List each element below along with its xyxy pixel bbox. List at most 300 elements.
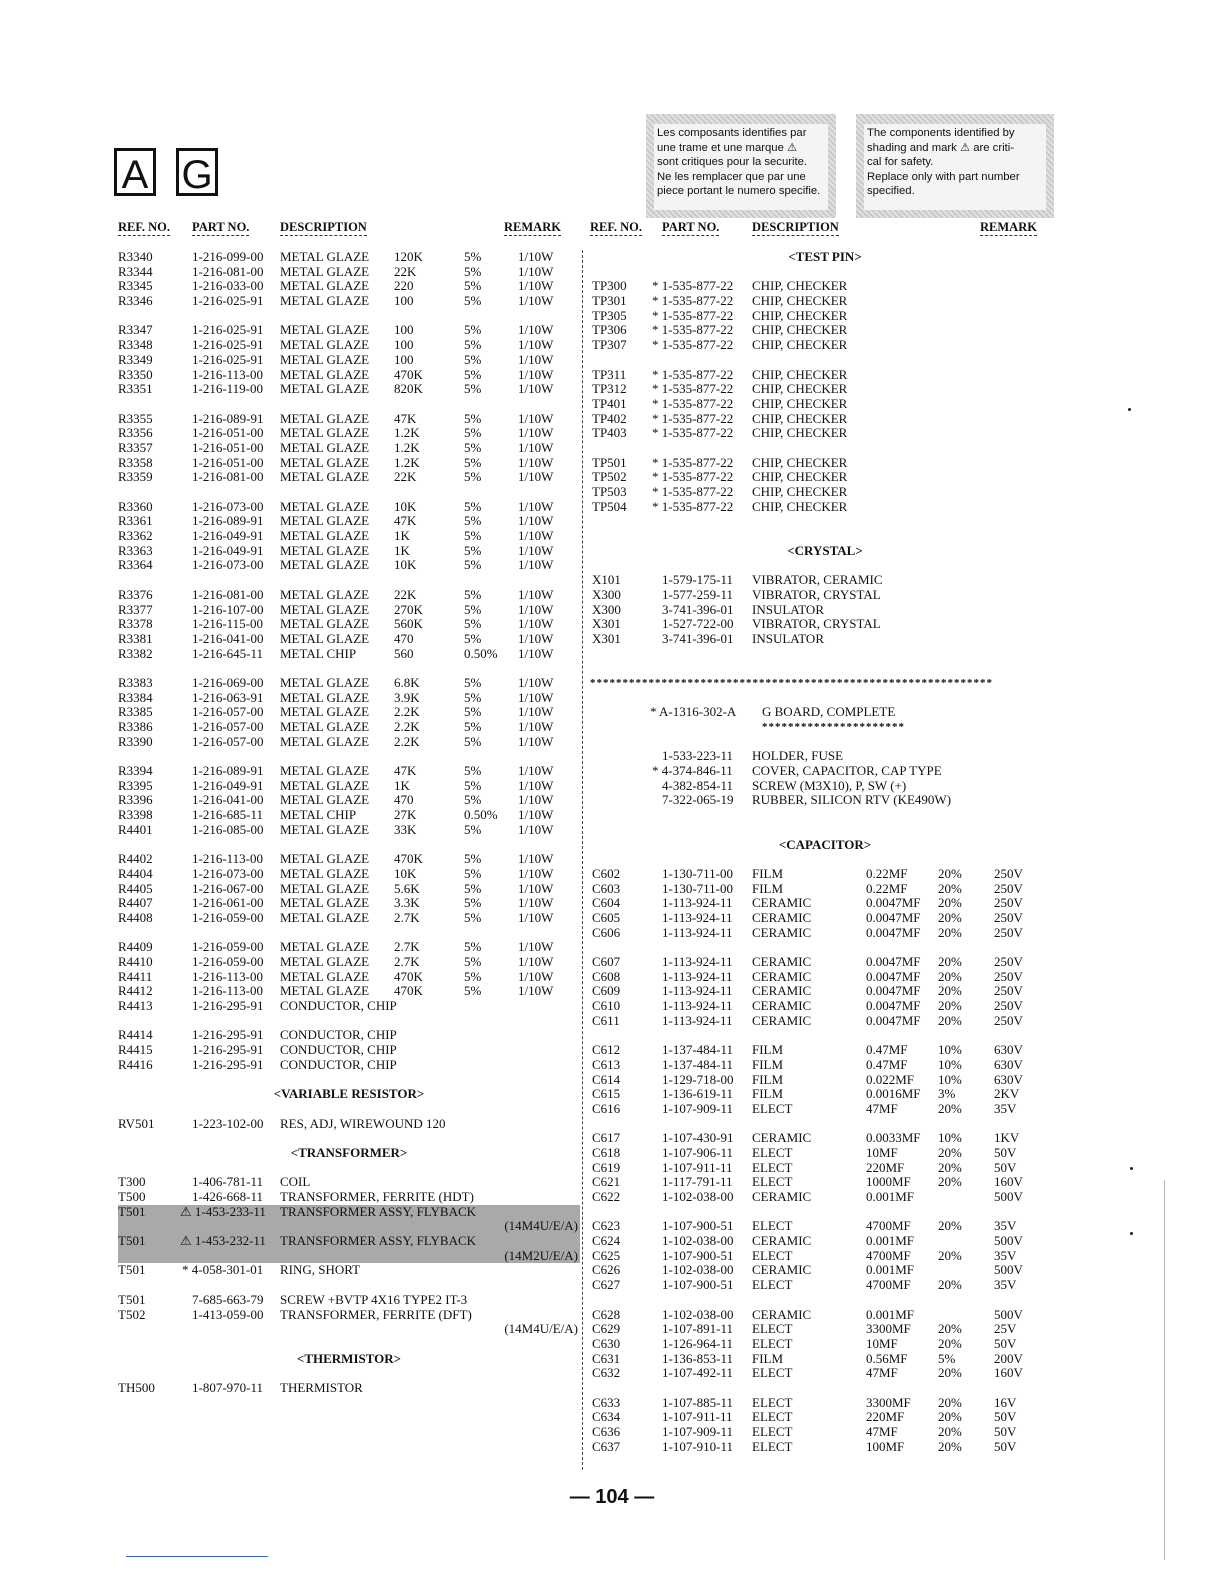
ref-no: R4409 xyxy=(118,939,153,955)
ref-no: R3350 xyxy=(118,366,153,382)
part-row xyxy=(590,793,1060,808)
description: ELECT xyxy=(752,1218,793,1234)
tolerance: 5% xyxy=(464,689,482,705)
section-title: <THERMISTOR> xyxy=(296,1350,402,1366)
ref-no: TP311 xyxy=(592,366,627,382)
left-header-part: PART NO. xyxy=(192,220,250,234)
section-title: <CRYSTAL> xyxy=(787,542,863,558)
description: SCREW +BVTP 4X16 TYPE2 IT-3 xyxy=(280,1291,468,1307)
tolerance: 20% xyxy=(938,1321,962,1337)
part-row xyxy=(590,309,1060,324)
part-row xyxy=(118,896,580,911)
ref-no: R4407 xyxy=(118,895,153,911)
remark: 1/10W xyxy=(518,674,554,690)
tolerance: 5% xyxy=(464,954,482,969)
scan-edge-line xyxy=(1164,1180,1165,1560)
remark: 1/10W xyxy=(518,851,554,867)
tolerance: 5% xyxy=(464,792,482,808)
ref-no: R4402 xyxy=(118,851,153,867)
part-no: 1-216-067-00 xyxy=(192,880,264,896)
value: 4700MF xyxy=(866,1218,911,1234)
tolerance: 20% xyxy=(938,1424,962,1439)
ref-no: C614 xyxy=(592,1071,621,1087)
part-no: 3-741-396-01 xyxy=(662,601,734,617)
part-row xyxy=(118,441,580,456)
description: ELECT xyxy=(752,1335,793,1351)
part-no: * 1-535-877-22 xyxy=(652,307,734,323)
model-suffix: (14M4U/E/A) xyxy=(504,1321,578,1337)
ref-no: R3359 xyxy=(118,469,153,485)
ref-no: R3340 xyxy=(118,249,153,264)
blank-row xyxy=(118,749,580,764)
value: 0.001MF xyxy=(866,1189,915,1204)
part-row xyxy=(590,999,1060,1014)
scan-speck xyxy=(1128,408,1131,411)
ref-no: X101 xyxy=(592,572,621,588)
remark: 630V xyxy=(994,1042,1023,1058)
part-row xyxy=(590,1087,1060,1102)
part-no: 1-107-492-11 xyxy=(662,1365,734,1381)
blank-row xyxy=(118,661,580,676)
remark: 1/10W xyxy=(518,425,554,441)
remark: 1/10W xyxy=(518,865,554,881)
part-row xyxy=(590,1366,1060,1381)
ref-no: C610 xyxy=(592,998,621,1014)
part-row xyxy=(590,294,1060,309)
ref-no: T300 xyxy=(118,1174,146,1190)
ref-no: C634 xyxy=(592,1409,621,1425)
blank-row xyxy=(590,353,1060,368)
model-suffix: (14M4U/E/A) xyxy=(504,1218,578,1234)
remark: 50V xyxy=(994,1424,1017,1439)
remark: 250V xyxy=(994,880,1023,896)
part-row xyxy=(118,412,580,427)
tolerance: 5% xyxy=(464,674,482,690)
value: 10MF xyxy=(866,1144,898,1160)
tolerance: 20% xyxy=(938,998,962,1014)
part-no: 1-216-085-00 xyxy=(192,821,264,837)
ref-no: TP307 xyxy=(592,337,627,353)
part-no: 1-216-073-00 xyxy=(192,557,264,573)
ref-no: R3398 xyxy=(118,807,153,823)
part-row xyxy=(590,1131,1060,1146)
ref-no: C629 xyxy=(592,1321,621,1337)
blank-row xyxy=(590,1117,1060,1132)
ref-no: X300 xyxy=(592,586,621,602)
description: ELECT xyxy=(752,1277,793,1293)
ref-no: TP503 xyxy=(592,484,627,499)
ref-no: TP502 xyxy=(592,469,627,485)
part-row xyxy=(118,514,580,529)
part-no: * 1-535-877-22 xyxy=(652,484,734,499)
remark: 1/10W xyxy=(518,689,554,705)
part-no: 1-426-668-11 xyxy=(192,1189,264,1204)
part-no: 1-129-718-00 xyxy=(662,1071,734,1087)
ref-no: C622 xyxy=(592,1189,621,1204)
description: CHIP, CHECKER xyxy=(752,395,848,411)
description: ELECT xyxy=(752,1144,793,1160)
ref-no: C621 xyxy=(592,1174,621,1190)
description: CERAMIC xyxy=(752,1130,812,1146)
description: ELECT xyxy=(752,1247,793,1263)
blank-row xyxy=(118,1337,580,1352)
part-row xyxy=(118,1058,580,1073)
ref-no: C611 xyxy=(592,1012,620,1028)
value: 2.7K xyxy=(394,939,420,955)
remark: 1/10W xyxy=(518,263,554,279)
blank-row xyxy=(118,1366,580,1381)
safety-notice-english xyxy=(856,114,1054,218)
part-no: 1-216-295-91 xyxy=(192,1056,264,1072)
page-number: — 104 — xyxy=(569,1486,655,1508)
board-part-no: * A-1316-302-A xyxy=(650,704,737,720)
part-row xyxy=(590,1263,1060,1278)
ref-no: C618 xyxy=(592,1144,621,1160)
ref-no: R3355 xyxy=(118,410,153,426)
tolerance: 5% xyxy=(938,1350,956,1366)
part-no: * 1-535-877-22 xyxy=(652,395,734,411)
description: METAL GLAZE xyxy=(280,821,370,837)
section-heading xyxy=(590,544,1060,559)
value: 220MF xyxy=(866,1159,905,1175)
part-no: 1-216-081-00 xyxy=(192,469,264,485)
part-row xyxy=(590,1043,1060,1058)
value: 470 xyxy=(394,792,414,808)
description: CHIP, CHECKER xyxy=(752,410,848,426)
part-no: 1-216-051-00 xyxy=(192,425,264,441)
remark: 1/10W xyxy=(518,630,554,646)
part-row xyxy=(118,279,580,294)
ref-no: R3378 xyxy=(118,616,153,632)
tolerance: 5% xyxy=(464,410,482,426)
tolerance: 20% xyxy=(938,983,962,999)
ref-no: C617 xyxy=(592,1130,621,1146)
part-row xyxy=(118,823,580,838)
value: 47MF xyxy=(866,1100,898,1116)
part-row xyxy=(590,1337,1060,1352)
tolerance: 5% xyxy=(464,909,482,925)
part-row xyxy=(118,999,580,1014)
asterisk-separator: ************************************************************** xyxy=(590,676,993,689)
tolerance: 20% xyxy=(938,880,962,896)
section-heading xyxy=(590,250,1060,265)
part-no: 1-130-711-00 xyxy=(662,880,734,896)
description: THERMISTOR xyxy=(280,1379,363,1395)
part-no: 1-130-711-00 xyxy=(662,865,734,881)
part-no: 1-216-089-91 xyxy=(192,513,264,529)
value: 560K xyxy=(394,616,423,632)
part-row xyxy=(590,764,1060,779)
part-no: 1-216-061-00 xyxy=(192,895,264,911)
part-row xyxy=(590,279,1060,294)
value: 22K xyxy=(394,469,417,485)
description: METAL GLAZE xyxy=(280,719,370,734)
tolerance: 10% xyxy=(938,1056,962,1072)
section-title: <CAPACITOR> xyxy=(778,836,872,852)
part-no: 1-113-924-11 xyxy=(662,1012,733,1028)
tolerance: 5% xyxy=(464,439,482,455)
part-row xyxy=(118,426,580,441)
remark: 1/10W xyxy=(518,513,554,529)
part-no: 1-216-051-00 xyxy=(192,439,264,455)
value: 0.56MF xyxy=(866,1350,908,1366)
value: 2.2K xyxy=(394,719,420,734)
value: 2.7K xyxy=(394,909,420,925)
part-row xyxy=(118,544,580,559)
description: FILM xyxy=(752,880,784,896)
part-no: 1-406-781-11 xyxy=(192,1174,264,1190)
part-row xyxy=(590,1278,1060,1293)
value: 0.001MF xyxy=(866,1233,915,1249)
remark: 500V xyxy=(994,1189,1023,1204)
ref-no: C606 xyxy=(592,924,621,940)
blank-row xyxy=(118,1014,580,1029)
remark: 1/10W xyxy=(518,792,554,808)
section-title: <VARIABLE RESISTOR> xyxy=(273,1086,425,1102)
description: ELECT xyxy=(752,1100,793,1116)
part-no: 1-107-891-11 xyxy=(662,1321,734,1337)
value: 1.2K xyxy=(394,425,420,441)
part-no: 1-216-069-00 xyxy=(192,674,264,690)
description: CERAMIC xyxy=(752,909,812,925)
part-row xyxy=(118,1028,580,1043)
value: 560 xyxy=(394,645,414,661)
part-no: 1-216-295-91 xyxy=(192,1027,264,1043)
part-no: 7-685-663-79 xyxy=(192,1291,264,1307)
remark: 500V xyxy=(994,1262,1023,1278)
board-underline: ********************** xyxy=(762,721,905,733)
description: METAL GLAZE xyxy=(280,263,370,279)
scan-speck xyxy=(1130,1232,1133,1235)
remark: 50V xyxy=(994,1409,1017,1425)
tolerance: 5% xyxy=(464,249,482,264)
ref-no: R3349 xyxy=(118,351,153,367)
remark: 35V xyxy=(994,1218,1017,1234)
ref-no: C630 xyxy=(592,1335,621,1351)
part-row xyxy=(590,1146,1060,1161)
ref-no: C623 xyxy=(592,1218,621,1234)
part-no: 3-741-396-01 xyxy=(662,630,734,646)
ref-no: R4401 xyxy=(118,821,153,837)
value: 220 xyxy=(394,278,414,294)
ref-no: R3347 xyxy=(118,322,153,338)
tolerance: 20% xyxy=(938,1100,962,1116)
ref-no: R3357 xyxy=(118,439,153,455)
description: METAL GLAZE xyxy=(280,278,370,294)
ref-no: C625 xyxy=(592,1247,621,1263)
tolerance: 10% xyxy=(938,1071,962,1087)
tolerance: 5% xyxy=(464,733,482,749)
value: 2.7K xyxy=(394,954,420,969)
value: 1.2K xyxy=(394,439,420,455)
part-row xyxy=(118,764,580,779)
part-no: 1-216-107-00 xyxy=(192,601,264,617)
tolerance: 5% xyxy=(464,528,482,544)
value: 47K xyxy=(394,763,417,779)
remark: 1/10W xyxy=(518,968,554,984)
blank-row xyxy=(118,838,580,853)
ref-no: C607 xyxy=(592,954,621,969)
tolerance: 20% xyxy=(938,1159,962,1175)
description: CONDUCTOR, CHIP xyxy=(280,1027,397,1043)
part-row xyxy=(118,955,580,970)
description: METAL GLAZE xyxy=(280,851,370,867)
description: METAL GLAZE xyxy=(280,425,370,441)
part-no: 1-577-259-11 xyxy=(662,586,734,602)
value: 100 xyxy=(394,293,414,309)
value: 3.3K xyxy=(394,895,420,911)
part-no: * 1-535-877-22 xyxy=(652,366,734,382)
ref-no: T502 xyxy=(118,1306,146,1322)
ref-no: R3344 xyxy=(118,263,153,279)
ref-no: R3348 xyxy=(118,337,153,353)
ref-no: R3381 xyxy=(118,630,153,646)
description: CHIP, CHECKER xyxy=(752,278,848,294)
ref-no: C631 xyxy=(592,1350,621,1366)
blank-row xyxy=(118,1131,580,1146)
part-no: 1-107-900-51 xyxy=(662,1277,734,1293)
description: METAL GLAZE xyxy=(280,777,370,793)
value: 0.0016MF xyxy=(866,1086,921,1102)
ref-no: R3345 xyxy=(118,278,153,294)
part-no: 1-527-722-00 xyxy=(662,616,734,632)
ref-no: C616 xyxy=(592,1100,621,1116)
description: METAL GLAZE xyxy=(280,895,370,911)
value: 0.47MF xyxy=(866,1042,908,1058)
description: CERAMIC xyxy=(752,954,812,969)
part-row xyxy=(590,1308,1060,1323)
part-no: 1-102-038-00 xyxy=(662,1189,734,1204)
tolerance: 20% xyxy=(938,1218,962,1234)
tolerance: 20% xyxy=(938,1409,962,1425)
tolerance: 5% xyxy=(464,454,482,470)
description: METAL GLAZE xyxy=(280,410,370,426)
value: 0.47MF xyxy=(866,1056,908,1072)
part-row xyxy=(118,617,580,632)
part-row xyxy=(590,485,1060,500)
right-header-desc: DESCRIPTION xyxy=(752,220,839,234)
description: RING, SHORT xyxy=(280,1262,361,1278)
part-row xyxy=(118,1263,580,1278)
part-no: 1-137-484-11 xyxy=(662,1056,734,1072)
part-row xyxy=(118,1293,580,1308)
value: 3.9K xyxy=(394,689,420,705)
remark: 1/10W xyxy=(518,880,554,896)
value: 0.0047MF xyxy=(866,895,921,911)
description: CONDUCTOR, CHIP xyxy=(280,1042,397,1058)
part-no: 1-216-115-00 xyxy=(192,616,264,632)
blank-row xyxy=(590,735,1060,750)
remark: 1/10W xyxy=(518,601,554,617)
description: CHIP, CHECKER xyxy=(752,498,848,514)
safety-notice-french xyxy=(646,114,836,218)
part-row xyxy=(118,779,580,794)
ref-no: TP402 xyxy=(592,410,627,426)
tolerance: 5% xyxy=(464,425,482,441)
part-no: 1-107-900-51 xyxy=(662,1247,734,1263)
safety-critical-row-suffix xyxy=(118,1219,580,1234)
ref-no: T501 xyxy=(118,1203,146,1219)
ref-no: TH500 xyxy=(118,1379,155,1395)
description: METAL GLAZE xyxy=(280,586,370,602)
description: CERAMIC xyxy=(752,1012,812,1028)
description: INSULATOR xyxy=(752,601,824,617)
description: TRANSFORMER ASSY, FLYBACK xyxy=(280,1203,477,1219)
value: 0.22MF xyxy=(866,865,908,881)
blank-row xyxy=(590,1293,1060,1308)
ref-no: TP312 xyxy=(592,381,627,397)
description: ELECT xyxy=(752,1365,793,1381)
part-row xyxy=(590,456,1060,471)
section-box-a: A xyxy=(114,148,156,196)
part-no: 1-413-059-00 xyxy=(192,1306,264,1322)
part-no: 1-216-057-00 xyxy=(192,704,264,720)
tolerance: 5% xyxy=(464,880,482,896)
ref-no: TP305 xyxy=(592,307,627,323)
part-row xyxy=(118,323,580,338)
part-row xyxy=(590,323,1060,338)
ref-no: X300 xyxy=(592,601,621,617)
scan-speck xyxy=(1130,1167,1133,1170)
part-no: 1-216-645-11 xyxy=(192,645,264,661)
tolerance: 5% xyxy=(464,322,482,338)
value: 33K xyxy=(394,821,417,837)
remark: 35V xyxy=(994,1277,1017,1293)
part-no: 1-216-041-00 xyxy=(192,792,264,808)
ref-no: R3390 xyxy=(118,733,153,749)
value: 4700MF xyxy=(866,1247,911,1263)
ref-no: C609 xyxy=(592,983,621,999)
blank-row xyxy=(590,808,1060,823)
part-no: 1-216-119-00 xyxy=(192,381,264,397)
remark: 200V xyxy=(994,1350,1023,1366)
section-title: <TRANSFORMER> xyxy=(290,1144,408,1160)
description: METAL GLAZE xyxy=(280,630,370,646)
part-no: 1-216-113-00 xyxy=(192,366,264,382)
part-no: 1-216-057-00 xyxy=(192,719,264,734)
tolerance: 5% xyxy=(464,851,482,867)
description: METAL GLAZE xyxy=(280,322,370,338)
description: METAL GLAZE xyxy=(280,954,370,969)
ref-no: T501 xyxy=(118,1233,146,1249)
part-no: 1-136-619-11 xyxy=(662,1086,734,1102)
ref-no: R3346 xyxy=(118,293,153,309)
value: 0.0047MF xyxy=(866,968,921,984)
part-row xyxy=(590,926,1060,941)
description: METAL GLAZE xyxy=(280,968,370,984)
blank-row xyxy=(590,441,1060,456)
part-row xyxy=(118,500,580,515)
part-no: * 1-535-877-22 xyxy=(652,425,734,441)
description: VIBRATOR, CRYSTAL xyxy=(752,586,881,602)
part-row xyxy=(118,647,580,662)
ref-no: C628 xyxy=(592,1306,621,1322)
description: TRANSFORMER, FERRITE (DFT) xyxy=(280,1306,472,1322)
right-parts-list xyxy=(590,250,1060,1454)
part-row xyxy=(118,382,580,397)
value: 270K xyxy=(394,601,423,617)
ref-no: R3356 xyxy=(118,425,153,441)
tolerance: 5% xyxy=(464,293,482,309)
part-row xyxy=(590,911,1060,926)
value: 3300MF xyxy=(866,1321,911,1337)
part-row xyxy=(118,911,580,926)
ref-no: R3396 xyxy=(118,792,153,808)
description: CHIP, CHECKER xyxy=(752,337,848,353)
ref-no: R3395 xyxy=(118,777,153,793)
value: 0.022MF xyxy=(866,1071,915,1087)
part-no: 1-533-223-11 xyxy=(662,748,734,764)
